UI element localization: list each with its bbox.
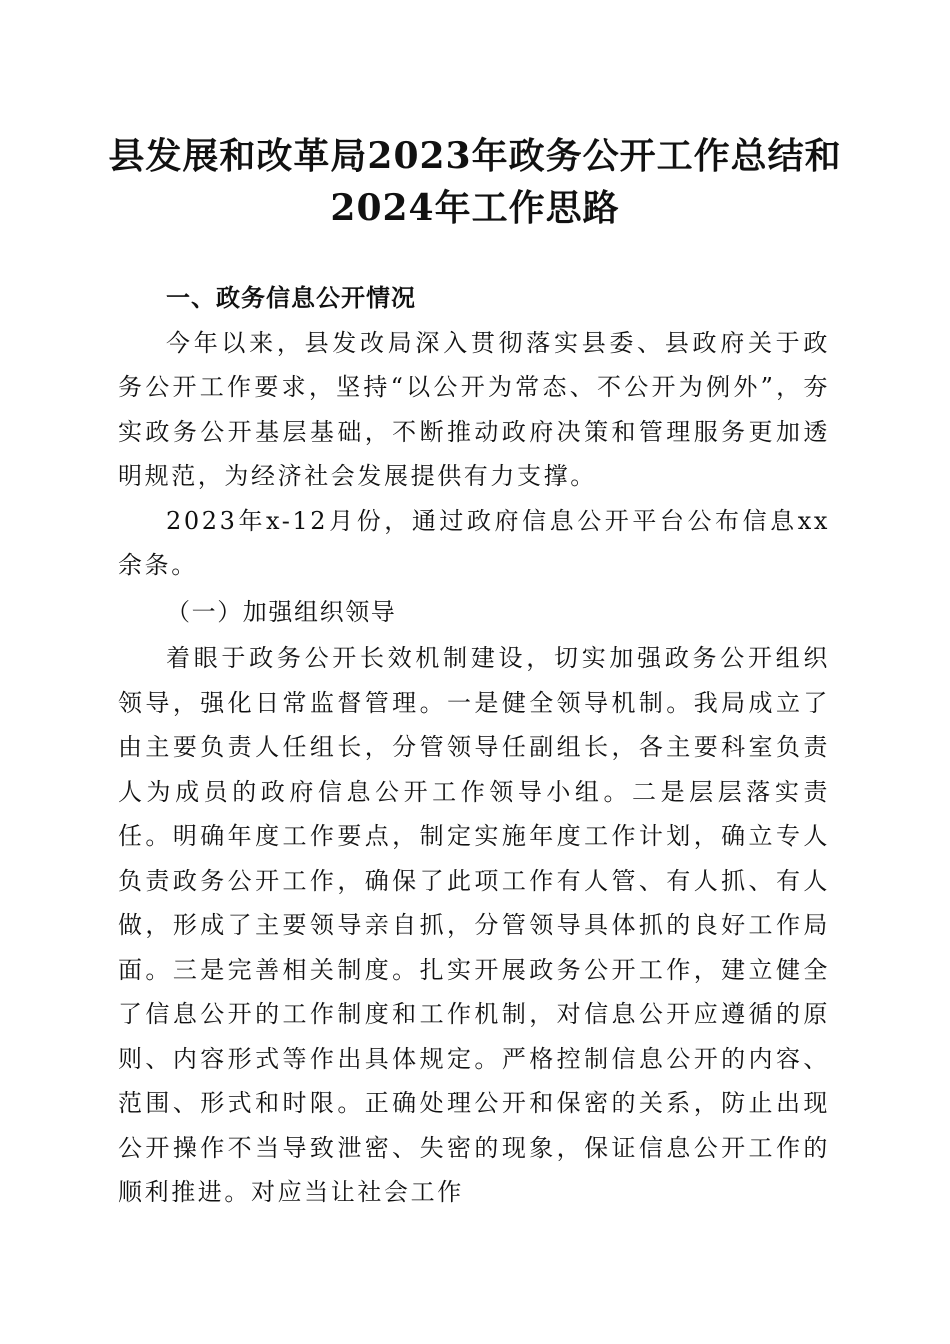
paragraph-intro: 今年以来，县发改局深入贯彻落实县委、县政府关于政务公开工作要求，坚持“以公开为常态、不公开为例外”，夯实政务公开基层基础，不断推动政府决策和管理服务更加透明规范，为经济社会发展提供有力支撑。 (118, 328, 830, 490)
document-title (100, 130, 850, 234)
section-heading-1: 一、政务信息公开情况 (166, 284, 416, 312)
document-body (118, 276, 830, 1215)
paragraph-organization: 着眼于政务公开长效机制建设，切实加强政务公开组织领导，强化日常监督管理。一是健全领导机制。我局成立了由主要负责人任组长，分管领导任副组长，各主要科室负责人为成员的政府信息公开工作领导小组。二是层层落实责任。明确年度工作要点，制定实施年度工作计划，确立专人负责政务公开工作，确保了此项工作有人管、有人抓、有人做，形成了主要领导亲自抓，分管领导具体抓的良好工作局面。三是完善相关制度。扎实开展政务公开工作，建立健全了信息公开的工作制度和工作机制，对信息公开应遵循的原则、内容形式等作出具体规定。严格控制信息公开的内容、范围、形式和时限。正确处理公开和保密的关系，防止出现公开操作不当导致泄密、失密的现象，保证信息公开工作的顺利推进。对应当让社会工作 (118, 644, 830, 1206)
title-line-1: 县发展和改革局2023年政务公开工作总结和 (108, 135, 842, 177)
paragraph-statistics: 2023年x-12月份，通过政府信息公开平台公布信息xx余条。 (118, 506, 830, 579)
title-line-2: 2024年工作思路 (330, 187, 620, 229)
subsection-heading-1: （一）加强组织领导 (166, 597, 397, 626)
